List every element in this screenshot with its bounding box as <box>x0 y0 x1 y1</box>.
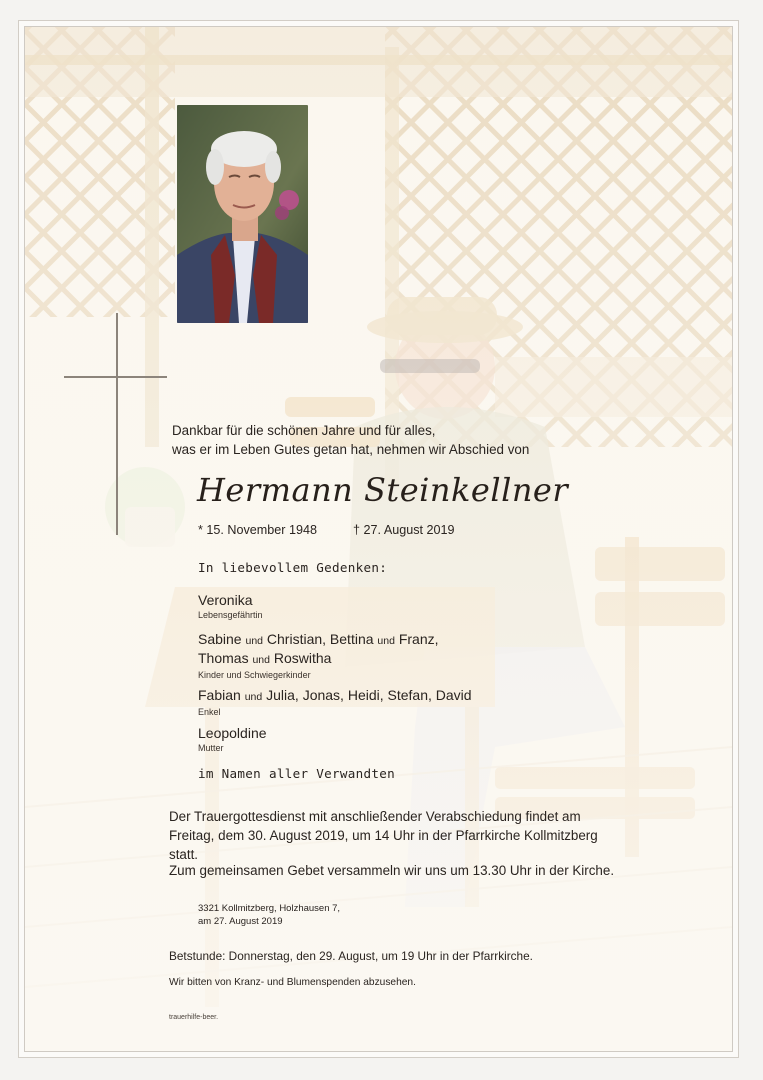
mourner-group-mother <box>198 725 267 754</box>
obituary-sheet <box>24 26 733 1052</box>
memorial-heading: In liebevollem Gedenken: <box>198 560 388 575</box>
mourner-role: Enkel <box>198 707 221 717</box>
service-line: Freitag, dem 30. August 2019, um 14 Uhr in der Pfarrkirche Kollmitzberg <box>169 828 598 843</box>
mourner-names-line: Sabine und Christian, Bettina und Franz, <box>198 631 439 647</box>
flowers-note: Wir bitten von Kranz- und Blumenspenden abzusehen. <box>169 977 416 988</box>
mourner-role: Kinder und Schwiegerkinder <box>198 670 311 680</box>
intro-line: Dankbar für die schönen Jahre und für alles, <box>172 423 436 438</box>
mourner-names-line: Fabian und Julia, Jonas, Heidi, Stefan, David <box>198 687 472 703</box>
intro-text <box>172 421 529 459</box>
prayer-hour: Betstunde: Donnerstag, den 29. August, um 19 Uhr in der Pfarrkirche. <box>169 949 533 963</box>
imprint: trauerhilfe-beer. <box>169 1014 219 1021</box>
memorial-cross-horizontal <box>64 376 167 378</box>
address-block <box>198 903 340 928</box>
mourner-group-children <box>198 631 439 681</box>
mourner-names-line: Thomas und Roswitha <box>198 650 332 666</box>
service-line: statt. <box>169 847 199 862</box>
mourner-name: Leopoldine <box>198 725 267 741</box>
mourner-role: Lebensgefährtin <box>198 610 263 620</box>
memorial-cross-vertical <box>116 313 118 535</box>
portrait-photo <box>177 105 308 323</box>
address-line: am 27. August 2019 <box>198 915 283 927</box>
mourner-role: Mutter <box>198 743 224 753</box>
service-line: Der Trauergottesdienst mit anschließender Verabschiedung findet am <box>169 809 581 824</box>
address-line: 3321 Kollmitzberg, Holzhausen 7, <box>198 903 341 914</box>
birth-date: * 15. November 1948 <box>198 523 318 537</box>
death-date: † 27. August 2019 <box>353 523 455 537</box>
mourner-group-partner <box>198 592 263 621</box>
service-info <box>169 807 598 864</box>
intro-line: was er im Leben Gutes getan hat, nehmen wir Abschied von <box>172 442 530 457</box>
gathering-info: Zum gemeinsamen Gebet versammeln wir uns um 13.30 Uhr in der Kirche. <box>169 863 615 878</box>
background-photo <box>25 27 732 1051</box>
deceased-name: Hermann Steinkellner <box>197 471 569 509</box>
mourner-group-grandchildren <box>198 687 472 718</box>
mourner-name: Veronika <box>198 592 253 608</box>
family-line: im Namen aller Verwandten <box>198 766 396 781</box>
